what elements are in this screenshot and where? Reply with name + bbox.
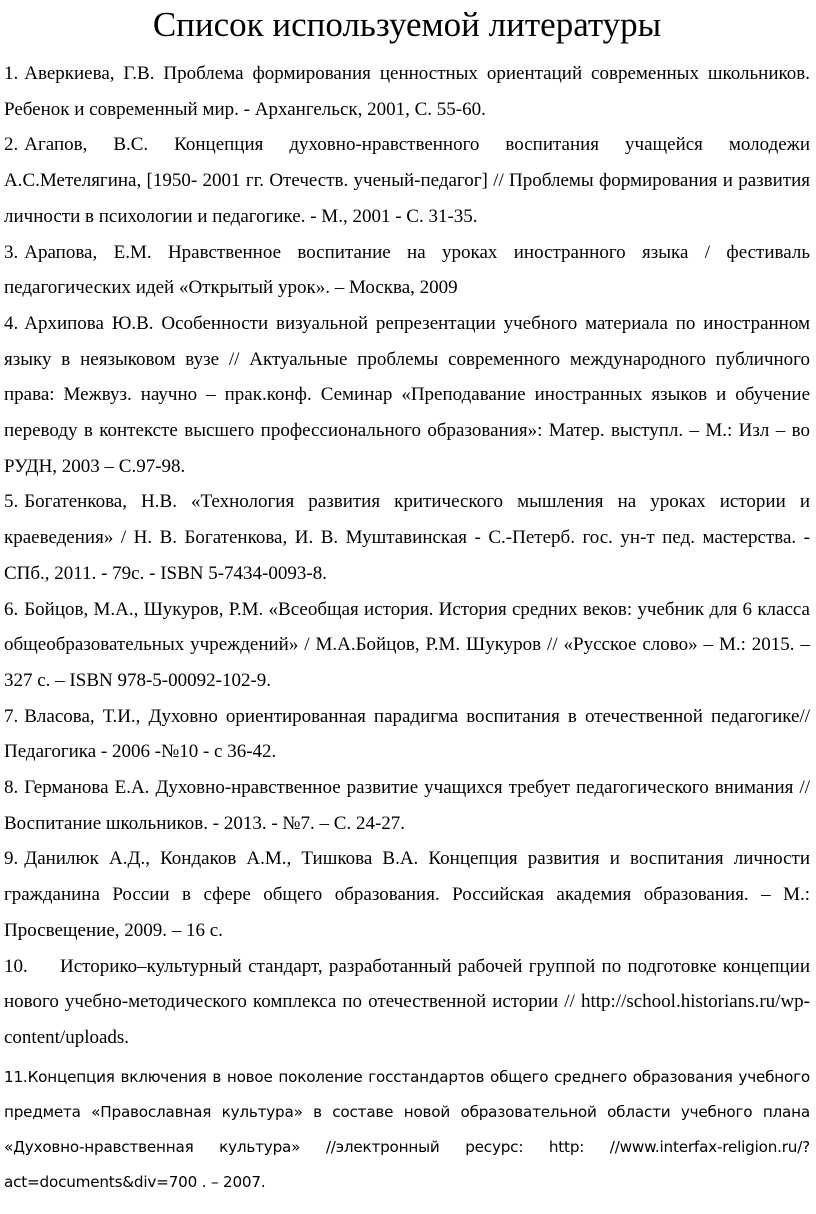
reference-text: Архипова Ю.В. Особенности визуальной репрезентации учебного материала по иностранном языку в неязыковом вузе // Актуальные проблемы современного международного публичного права: Межвуз. научно – прак.конф. Семинар «Преподавание иностранных языков и обучение переводу в контексте высшего профессионального образования»: Матер. выступл. – М.: Изл – во РУДН, 2003 – С.97-98. — [4, 312, 810, 477]
reference-text: Агапов, В.С. Концепция духовно-нравственного воспитания учащейся молодежи А.С.Метелягина, [1950- 2001 гг. Отечеств. ученый-педагог] // Проблемы формирования и развития личности в психологии и педагогике. - М., 2001 - С. 31-35. — [4, 134, 810, 227]
reference-text: Германова Е.А. Духовно-нравственное развитие учащихся требует педагогического внимания // Воспитание школьников. - 2013. - №7. – С. 24-27. — [4, 777, 810, 834]
reference-item — [4, 949, 810, 1056]
reference-number: 2. — [4, 134, 19, 156]
reference-item — [4, 592, 810, 699]
reference-text: Власова, Т.И., Духовно ориентированная парадигма воспитания в отечественной педагогике// Педагогика - 2006 -№10 - с 36-42. — [4, 705, 810, 763]
reference-item — [4, 484, 810, 591]
reference-number: 9. — [4, 848, 19, 870]
reference-item — [4, 56, 810, 127]
reference-item — [4, 306, 810, 485]
reference-number: 3. — [4, 241, 19, 263]
reference-text: Историко–культурный стандарт, разработанный рабочей группой по подготовке концепции нового учебно-методического комплекса по отечественной истории // http://school.historians.ru/wp-content/uploads. — [4, 955, 810, 1048]
reference-number: 10. — [4, 955, 28, 977]
reference-item — [4, 1060, 810, 1200]
reference-text: Богатенкова, Н.В. «Технология развития критического мышления на уроках истории и краеведения» / Н. В. Богатенкова, И. В. Муштавинская - С.-Петерб. гос. ун-т пед. мастерства. - СПб., 2011. - 79с. - ISBN 5-7434-0093-8. — [4, 491, 810, 584]
reference-number: 5. — [4, 491, 19, 513]
page-title: Список используемой литературы — [152, 5, 662, 44]
reference-list — [4, 56, 810, 1200]
reference-number: 6. — [4, 598, 19, 620]
reference-number: 1. — [4, 63, 19, 84]
reference-item — [4, 127, 810, 234]
reference-text: Данилюк А.Д., Кондаков А.М., Тишкова В.А. Концепция развития и воспитания личности гражданина России в сфере общего образования. Российская академия образования. – М.: Просвещение, 2009. – 16 с. — [4, 848, 810, 941]
reference-text: Концепция включения в новое поколение госстандартов общего среднего образования учебного предмета «Православная культура» в составе новой образовательной области учебного плана «Духовно-нравственная культура» //электронный ресурс: http: //www.interfax-religion.ru/?act=documents&div=700 . – 2007. — [4, 1067, 810, 1191]
reference-text: Арапова, Е.М. Нравственное воспитание на уроках иностранного языка / фестиваль педагогических идей «Открытый урок». – Москва, 2009 — [4, 241, 810, 299]
reference-number: 4. — [4, 312, 19, 334]
reference-item — [4, 699, 810, 770]
reference-number: 7. — [4, 705, 19, 727]
reference-item — [4, 235, 810, 306]
reference-number: 8. — [4, 777, 19, 799]
reference-text: Бойцов, М.А., Шукуров, Р.М. «Всеобщая история. История средних веков: учебник для 6 класса общеобразовательных учреждений» / М.А.Бойцов, Р.М. Шукуров // «Русское слово» – М.: 2015. – 327 с. – ISBN 978-5-00092-102-9. — [4, 598, 810, 691]
reference-item — [4, 841, 810, 948]
reference-text: Аверкиева, Г.В. Проблема формирования ценностных ориентаций современных школьников. Ребенок и современный мир. - Архангельск, 2001, С. 55-60. — [4, 63, 810, 120]
reference-number: 11. — [4, 1067, 28, 1086]
reference-item — [4, 770, 810, 841]
